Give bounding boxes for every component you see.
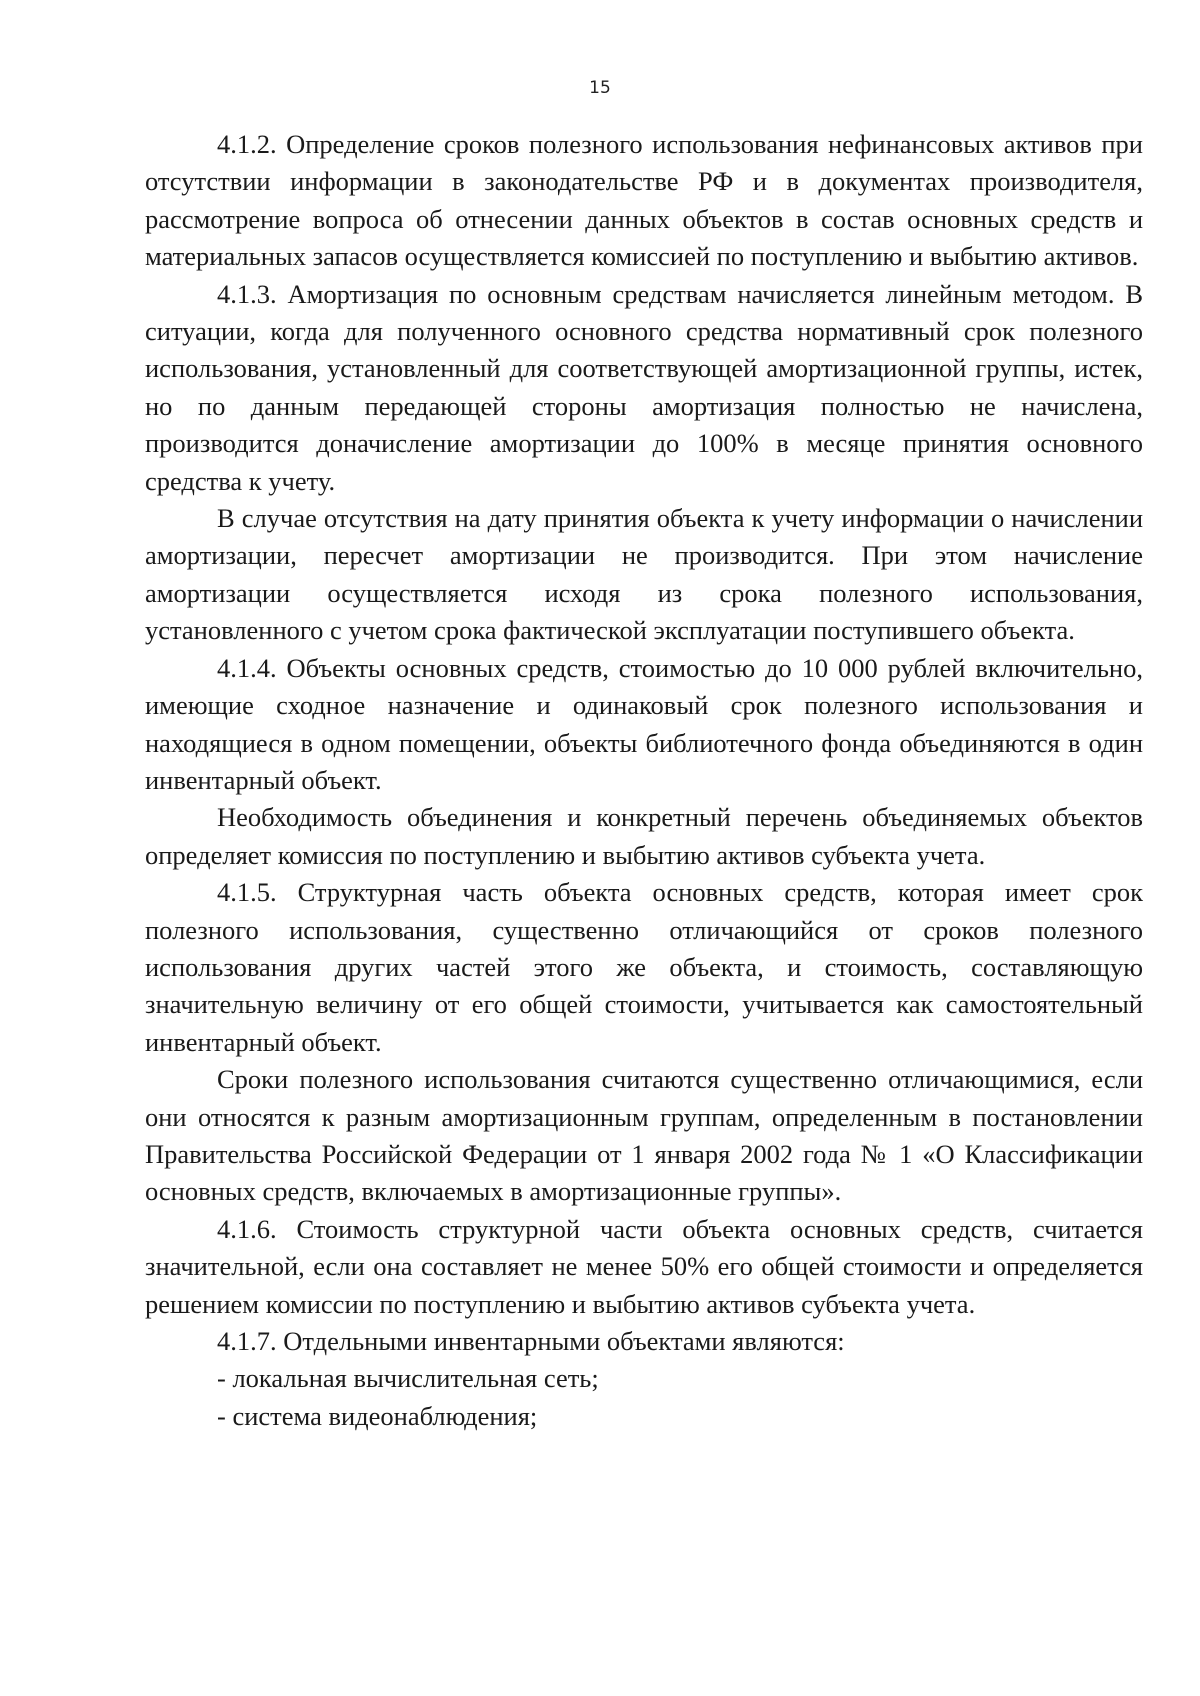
paragraph-4-1-7: 4.1.7. Отдельными инвентарными объектами являются: [217,1326,845,1356]
paragraph-4-1-3: 4.1.3. Амортизация по основным средствам начисляется линейным методом. В ситуации, когда для полученного основного средства нормативный срок полезного использования, установленный для соответствующей амортизационной группы, истек, но по данным передающей стороны амортизация полностью не начислена, производится доначисление амортизации до 100% в месяце принятия основного средства к учету. [145,278,1143,496]
paragraph-depreciation-info: В случае отсутствия на дату принятия объекта к учету информации о начислении амортизации, пересчет амортизации не производится. При этом начисление амортизации осуществляется исходя из срока полезного использования, установленного с учетом срока фактической эксплуатации поступившего объекта. [145,503,1143,646]
paragraph-merge-necessity: Необходимость объединения и конкретный перечень объединяемых объектов определяет комиссия по поступлению и выбытию активов субъекта учета. [145,802,1143,870]
paragraph-4-1-2: 4.1.2. Определение сроков полезного использования нефинансовых активов при отсутствии информации в законодательстве РФ и в документах производителя, рассмотрение вопроса об отнесении данных объектов в состав основных средств и материальных запасов осуществляется комиссией по поступлению и выбытию активов. [145,129,1143,272]
document-body [145,126,1143,1435]
paragraph-4-1-6: 4.1.6. Стоимость структурной части объекта основных средств, считается значительной, если она составляет не менее 50% его общей стоимости и определяется решением комиссии по поступлению и выбытию активов субъекта учета. [145,1213,1143,1319]
paragraph-4-1-5: 4.1.5. Структурная часть объекта основных средств, которая имеет срок полезного использования, существенно отличающийся от сроков полезного использования других частей этого же объекта, и стоимость, составляющую значительную величину от его общей стоимости, учитывается как самостоятельный инвентарный объект. [145,877,1143,1057]
paragraph-useful-life-terms: Сроки полезного использования считаются существенно отличающимися, если они относятся к разным амортизационным группам, определенным в постановлении Правительства Российской Федерации от 1 января 2002 года № 1 «О Классификации основных средств, включаемых в амортизационные группы». [145,1064,1143,1207]
list-item: - локальная вычислительная сеть; [217,1363,599,1394]
list-item: - система видеонаблюдения; [217,1400,538,1431]
page-number: 15 [589,78,611,98]
paragraph-4-1-4: 4.1.4. Объекты основных средств, стоимостью до 10 000 рублей включительно, имеющие сходное назначение и одинаковый срок полезного использования и находящиеся в одном помещении, объекты библиотечного фонда объединяются в один инвентарный объект. [145,652,1143,795]
